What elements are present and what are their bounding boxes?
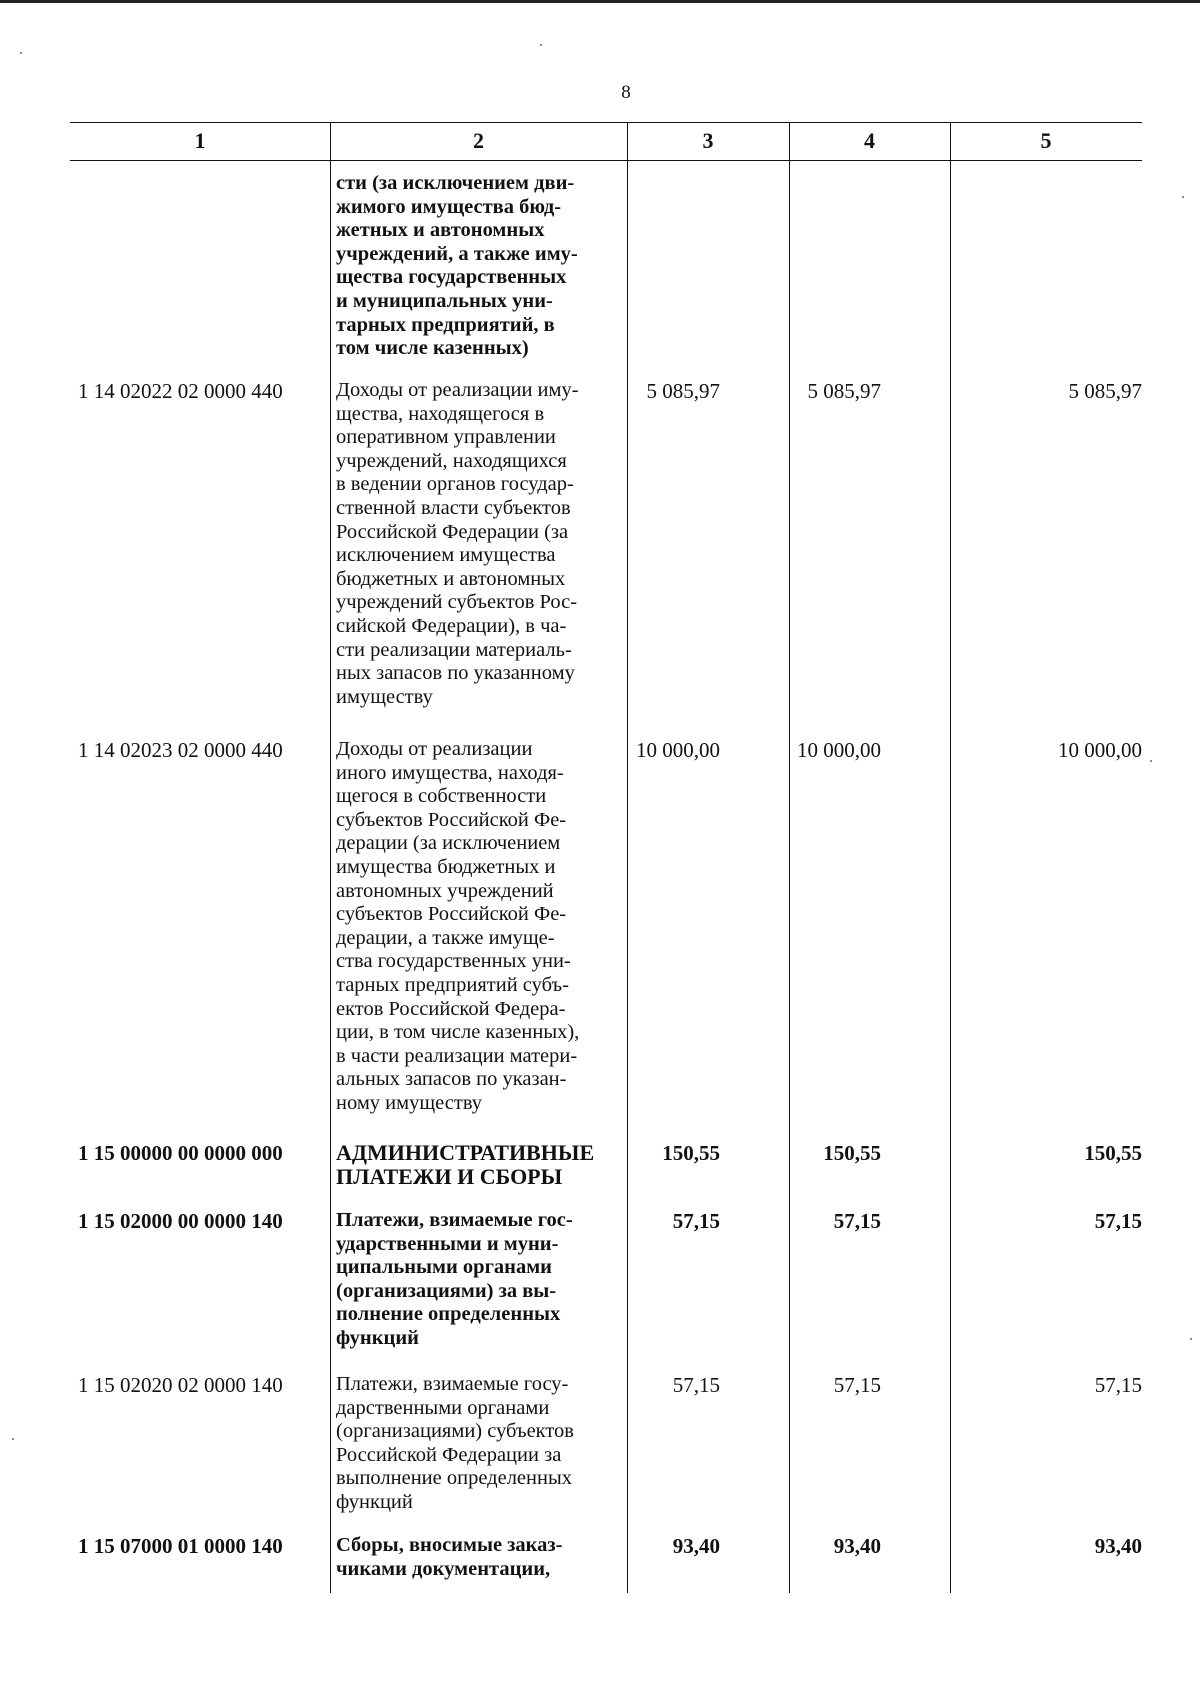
scan-speck [1150, 760, 1152, 762]
scan-speck [1182, 196, 1184, 198]
col-separator-3 [789, 122, 790, 1593]
description-line: альных запасов по указан- [336, 1068, 567, 1091]
scan-speck [20, 52, 22, 54]
description-line: Доходы от реализации [336, 738, 533, 760]
row-code: 1 14 02022 02 0000 440 [78, 379, 283, 403]
description-line: функций [336, 1326, 419, 1349]
row-description [336, 172, 606, 361]
row-description [336, 1141, 606, 1189]
description-line: учреждений, находящихся [336, 449, 567, 472]
description-line: учреждений, а также иму- [336, 242, 578, 265]
row-value-col5: 57,15 [1094, 1209, 1142, 1233]
description-line: оперативном управлении [336, 426, 556, 449]
description-line: субъектов Российской Фе- [336, 808, 567, 831]
description-line: щегося в собственности [336, 785, 547, 808]
header-col-3: 3 [702, 128, 714, 153]
description-line: тарных предприятий, в [336, 313, 555, 336]
row-description [336, 379, 606, 709]
row-value-col3: 57,15 [672, 1373, 720, 1397]
row-value-col3: 93,40 [672, 1534, 720, 1558]
description-line: ПЛАТЕЖИ И СБОРЫ [336, 1164, 563, 1189]
description-line: ства государственных уни- [336, 950, 571, 973]
description-line: щества, находящегося в [336, 402, 545, 425]
row-value-col4: 10 000,00 [797, 738, 881, 762]
description-line: Российской Федерации (за [336, 520, 569, 543]
header-col-4: 4 [864, 128, 875, 153]
description-line: щества государственных [336, 266, 567, 289]
description-line: ектов Российской Федера- [336, 997, 566, 1020]
row-value-col3: 57,15 [672, 1209, 720, 1233]
description-line: сти (за исключением дви- [336, 172, 575, 194]
row-description [336, 738, 606, 1116]
header-top-rule [70, 122, 1142, 123]
row-code: 1 15 02020 02 0000 140 [78, 1373, 283, 1397]
description-line: и муниципальных уни- [336, 289, 553, 312]
row-description [336, 1534, 606, 1581]
description-line: (организациями) субъектов [336, 1420, 574, 1443]
description-line: Платежи, взимаемые гос- [336, 1209, 573, 1231]
description-line: (организациями) за вы- [336, 1279, 557, 1302]
description-line: бюджетных и автономных [336, 567, 566, 590]
description-line: автономных учреждений [336, 879, 554, 902]
row-value-col4: 93,40 [833, 1534, 881, 1558]
row-value-col4: 57,15 [833, 1373, 881, 1397]
description-line: полнение определенных [336, 1303, 561, 1326]
description-line: в части реализации матери- [336, 1044, 578, 1067]
description-line: сийской Федерации), в ча- [336, 614, 567, 637]
page-number: 8 [621, 82, 631, 103]
row-value-col3: 150,55 [662, 1141, 720, 1165]
description-line: Российской Федерации за [336, 1443, 562, 1466]
row-value-col5: 150,55 [1084, 1141, 1142, 1165]
description-line: сти реализации материаль- [336, 638, 572, 661]
row-description [336, 1209, 606, 1351]
description-line: АДМИНИСТРАТИВНЫЕ [336, 1140, 595, 1165]
description-line: чиками документации, [336, 1557, 551, 1580]
row-code: 1 14 02023 02 0000 440 [78, 738, 283, 762]
col-separator-2 [627, 122, 628, 1593]
row-value-col3: 10 000,00 [636, 738, 720, 762]
description-line: ударственными и муни- [336, 1232, 559, 1255]
description-line: в ведении органов государ- [336, 473, 574, 496]
row-value-col4: 5 085,97 [807, 379, 881, 403]
description-line: ции, в том числе казенных), [336, 1021, 580, 1044]
row-value-col5: 93,40 [1094, 1534, 1142, 1558]
description-line: ных запасов по указанному [336, 662, 575, 685]
scan-speck [12, 1438, 14, 1440]
description-line: ственной власти субъектов [336, 496, 571, 519]
description-line: учреждений субъектов Рос- [336, 591, 578, 614]
header-col-2: 2 [473, 128, 484, 153]
description-line: выполнение определенных [336, 1467, 572, 1490]
header-col-5: 5 [1040, 128, 1052, 153]
row-value-col5: 10 000,00 [1058, 738, 1142, 762]
row-code: 1 15 00000 00 0000 000 [78, 1141, 283, 1165]
col-separator-4 [950, 122, 951, 1593]
description-line: Доходы от реализации иму- [336, 379, 579, 401]
description-line: исключением имущества [336, 544, 556, 567]
description-line: Сборы, вносимые заказ- [336, 1534, 563, 1556]
scan-speck [1190, 1338, 1192, 1340]
row-description [336, 1373, 606, 1515]
row-value-col4: 57,15 [833, 1209, 881, 1233]
description-line: дерации, а также имуще- [336, 926, 555, 949]
row-value-col5: 57,15 [1094, 1373, 1142, 1397]
description-line: дерации (за исключением [336, 832, 561, 855]
scan-speck [540, 44, 542, 46]
description-line: иного имущества, находя- [336, 761, 564, 784]
description-line: тарных предприятий субъ- [336, 973, 569, 996]
revenue-table [70, 122, 1142, 1593]
header-col-1: 1 [194, 128, 206, 153]
description-line: Платежи, взимаемые госу- [336, 1373, 569, 1395]
description-line: том числе казенных) [336, 337, 529, 360]
row-code: 1 15 02000 00 0000 140 [78, 1209, 283, 1233]
description-line: жетных и автономных [336, 219, 545, 242]
row-value-col4: 150,55 [823, 1141, 881, 1165]
description-line: дарственными органами [336, 1396, 550, 1419]
description-line: функций [336, 1490, 413, 1513]
row-code: 1 15 07000 01 0000 140 [78, 1534, 283, 1558]
description-line: субъектов Российской Фе- [336, 903, 567, 926]
row-value-col5: 5 085,97 [1068, 379, 1142, 403]
description-line: имущества бюджетных и [336, 855, 556, 878]
description-line: ному имуществу [336, 1091, 483, 1114]
description-line: жимого имущества бюд- [336, 195, 562, 218]
description-line: ципальными органами [336, 1256, 552, 1279]
scan-top-edge [0, 0, 1200, 3]
header-bottom-rule [70, 160, 1142, 161]
description-line: имуществу [336, 685, 433, 708]
row-value-col3: 5 085,97 [646, 379, 720, 403]
